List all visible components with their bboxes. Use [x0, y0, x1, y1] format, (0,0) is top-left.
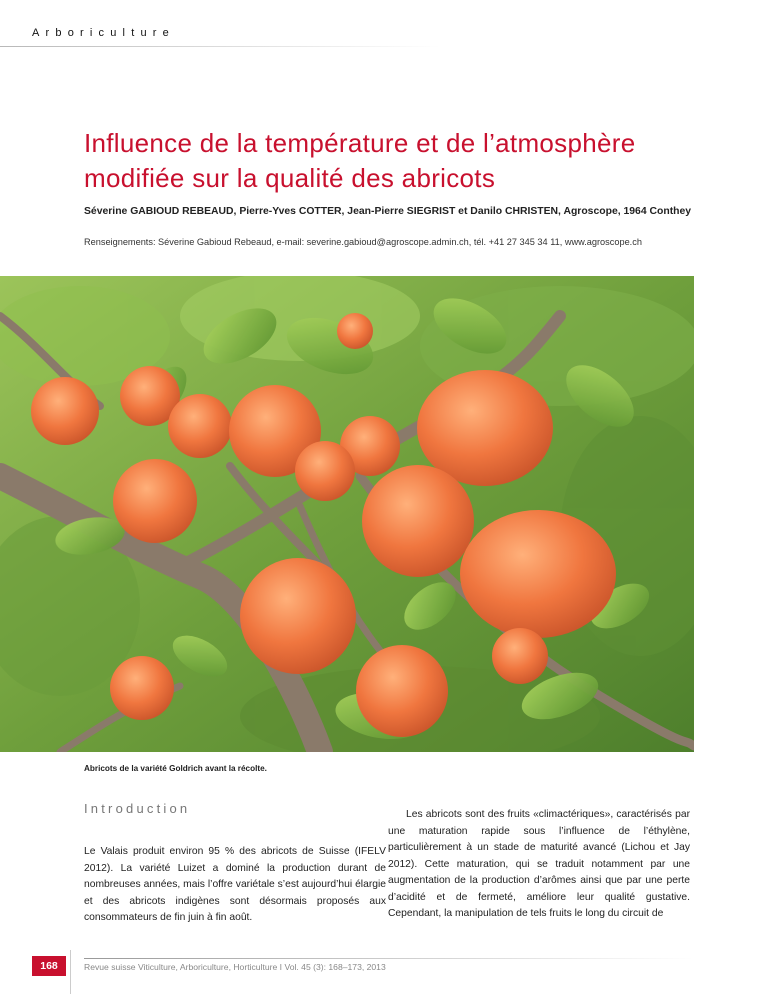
- intro-heading: Introduction: [84, 801, 191, 816]
- header-rule: [0, 46, 440, 47]
- article-title: Influence de la température et de l’atmosphère modifiée sur la qualité des abricots: [84, 128, 636, 193]
- intro-left-column: Le Valais produit environ 95 % des abricots de Suisse (IFELV 2012). La variété Luizet a dominé la production durant de nombreuses années, mais l’offre variétale s’est aujourd’hui élargie et des abricots indigènes sont désormais proposés aux consommateurs de fin juin à fin août.: [84, 846, 386, 923]
- page-number: 168: [32, 956, 66, 976]
- margin-rule: [70, 950, 71, 994]
- footer-rule: [84, 958, 694, 959]
- apricot-photo: [0, 276, 694, 752]
- figure-caption: Abricots de la variété Goldrich avant la récolte.: [84, 764, 267, 773]
- contact-info: Renseignements: Séverine Gabioud Rebeaud, e-mail: severine.gabioud@agroscope.admin.ch, tél. +41 27 345 34 11, www.agroscope.ch: [84, 237, 642, 247]
- intro-right-column: Les abricots sont des fruits «climactériques», caractérisés par une maturation rapide sous l’influence de l’éthylène, particulièrement à un stade de maturité avancé (Lichou et Jay 2012). Cette maturation, qui se traduit notamment par une augmentation de la production d’arômes ainsi que par une perte d’acidité et de fermeté, améliore leur qualité gustative. Cependant, la manipulation de tels fruits le long du circuit de: [388, 809, 690, 919]
- article-authors: Séverine GABIOUD REBEAUD, Pierre-Yves COTTER, Jean-Pierre SIEGRIST et Danilo CHRISTEN, Agroscope, 1964 Conthey: [84, 206, 692, 217]
- section-label: Arboriculture: [32, 27, 175, 39]
- apricot-tree-illustration: [0, 276, 694, 752]
- journal-footer: Revue suisse Viticulture, Arboriculture, Horticulture I Vol. 45 (3): 168–173, 2013: [84, 962, 386, 972]
